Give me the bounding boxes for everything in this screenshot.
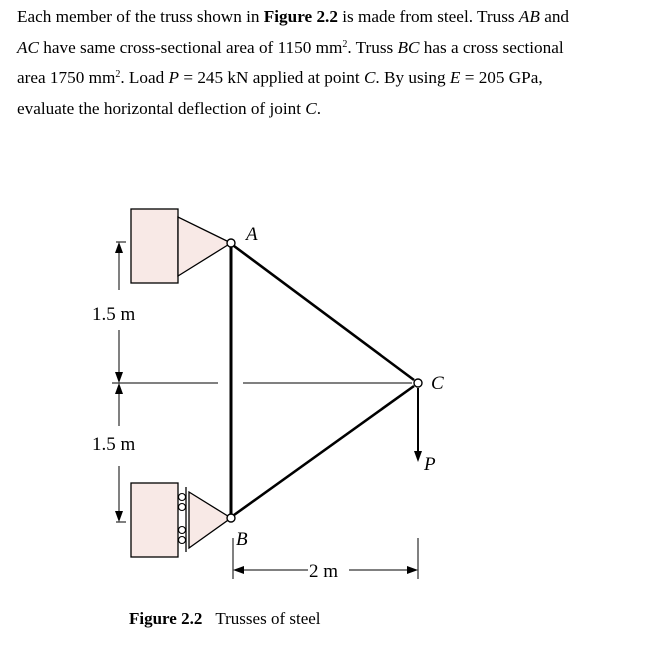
bottom-roller-support bbox=[131, 483, 235, 557]
vertical-dimension bbox=[112, 242, 126, 522]
dim-arrow-icon bbox=[233, 566, 244, 574]
joint-a-pin bbox=[227, 239, 235, 247]
dim-arrow-icon bbox=[115, 383, 123, 394]
roller-icon bbox=[179, 527, 186, 534]
dim-arrow-icon bbox=[115, 511, 123, 522]
label-dim-upper: 1.5 m bbox=[92, 304, 136, 325]
dim-arrow-icon bbox=[115, 242, 123, 253]
joint-c-pin bbox=[414, 379, 422, 387]
roller-icon bbox=[179, 537, 186, 544]
label-joint-b: B bbox=[236, 529, 248, 550]
top-pin-support bbox=[131, 209, 235, 283]
label-dim-lower: 1.5 m bbox=[92, 434, 136, 455]
label-dim-horizontal: 2 m bbox=[309, 561, 339, 582]
label-joint-c: C bbox=[431, 373, 444, 394]
dim-arrow-icon bbox=[407, 566, 418, 574]
label-load-p: P bbox=[424, 454, 436, 475]
load-p-arrow-icon bbox=[414, 451, 422, 462]
member-ac bbox=[234, 246, 414, 380]
caption-number: Figure 2.2 bbox=[129, 609, 203, 628]
roller-icon bbox=[179, 504, 186, 511]
figure-caption bbox=[129, 609, 321, 629]
caption-text: Trusses of steel bbox=[215, 609, 321, 628]
member-bc bbox=[234, 386, 414, 515]
problem-line-2: AC have same cross-sectional area of 1150 $mm^2$. Truss BC has a cross sectional bbox=[17, 37, 564, 57]
joint-b-pin bbox=[227, 514, 235, 522]
problem-line-3: area 1750 $mm^2$. Load P = 245 kN applied at point C. By using E = 205 GPa, bbox=[17, 68, 543, 87]
problem-line-1: Each member of the truss shown in Figure 2.2 is made from steel. Truss AB and bbox=[17, 7, 570, 26]
problem-line-4: evaluate the horizontal deflection of joint C. bbox=[17, 98, 322, 118]
label-joint-a: A bbox=[246, 224, 258, 245]
figure-reference: Figure 2.2 bbox=[263, 7, 338, 26]
roller-icon bbox=[179, 494, 186, 501]
dim-arrow-icon bbox=[115, 372, 123, 383]
